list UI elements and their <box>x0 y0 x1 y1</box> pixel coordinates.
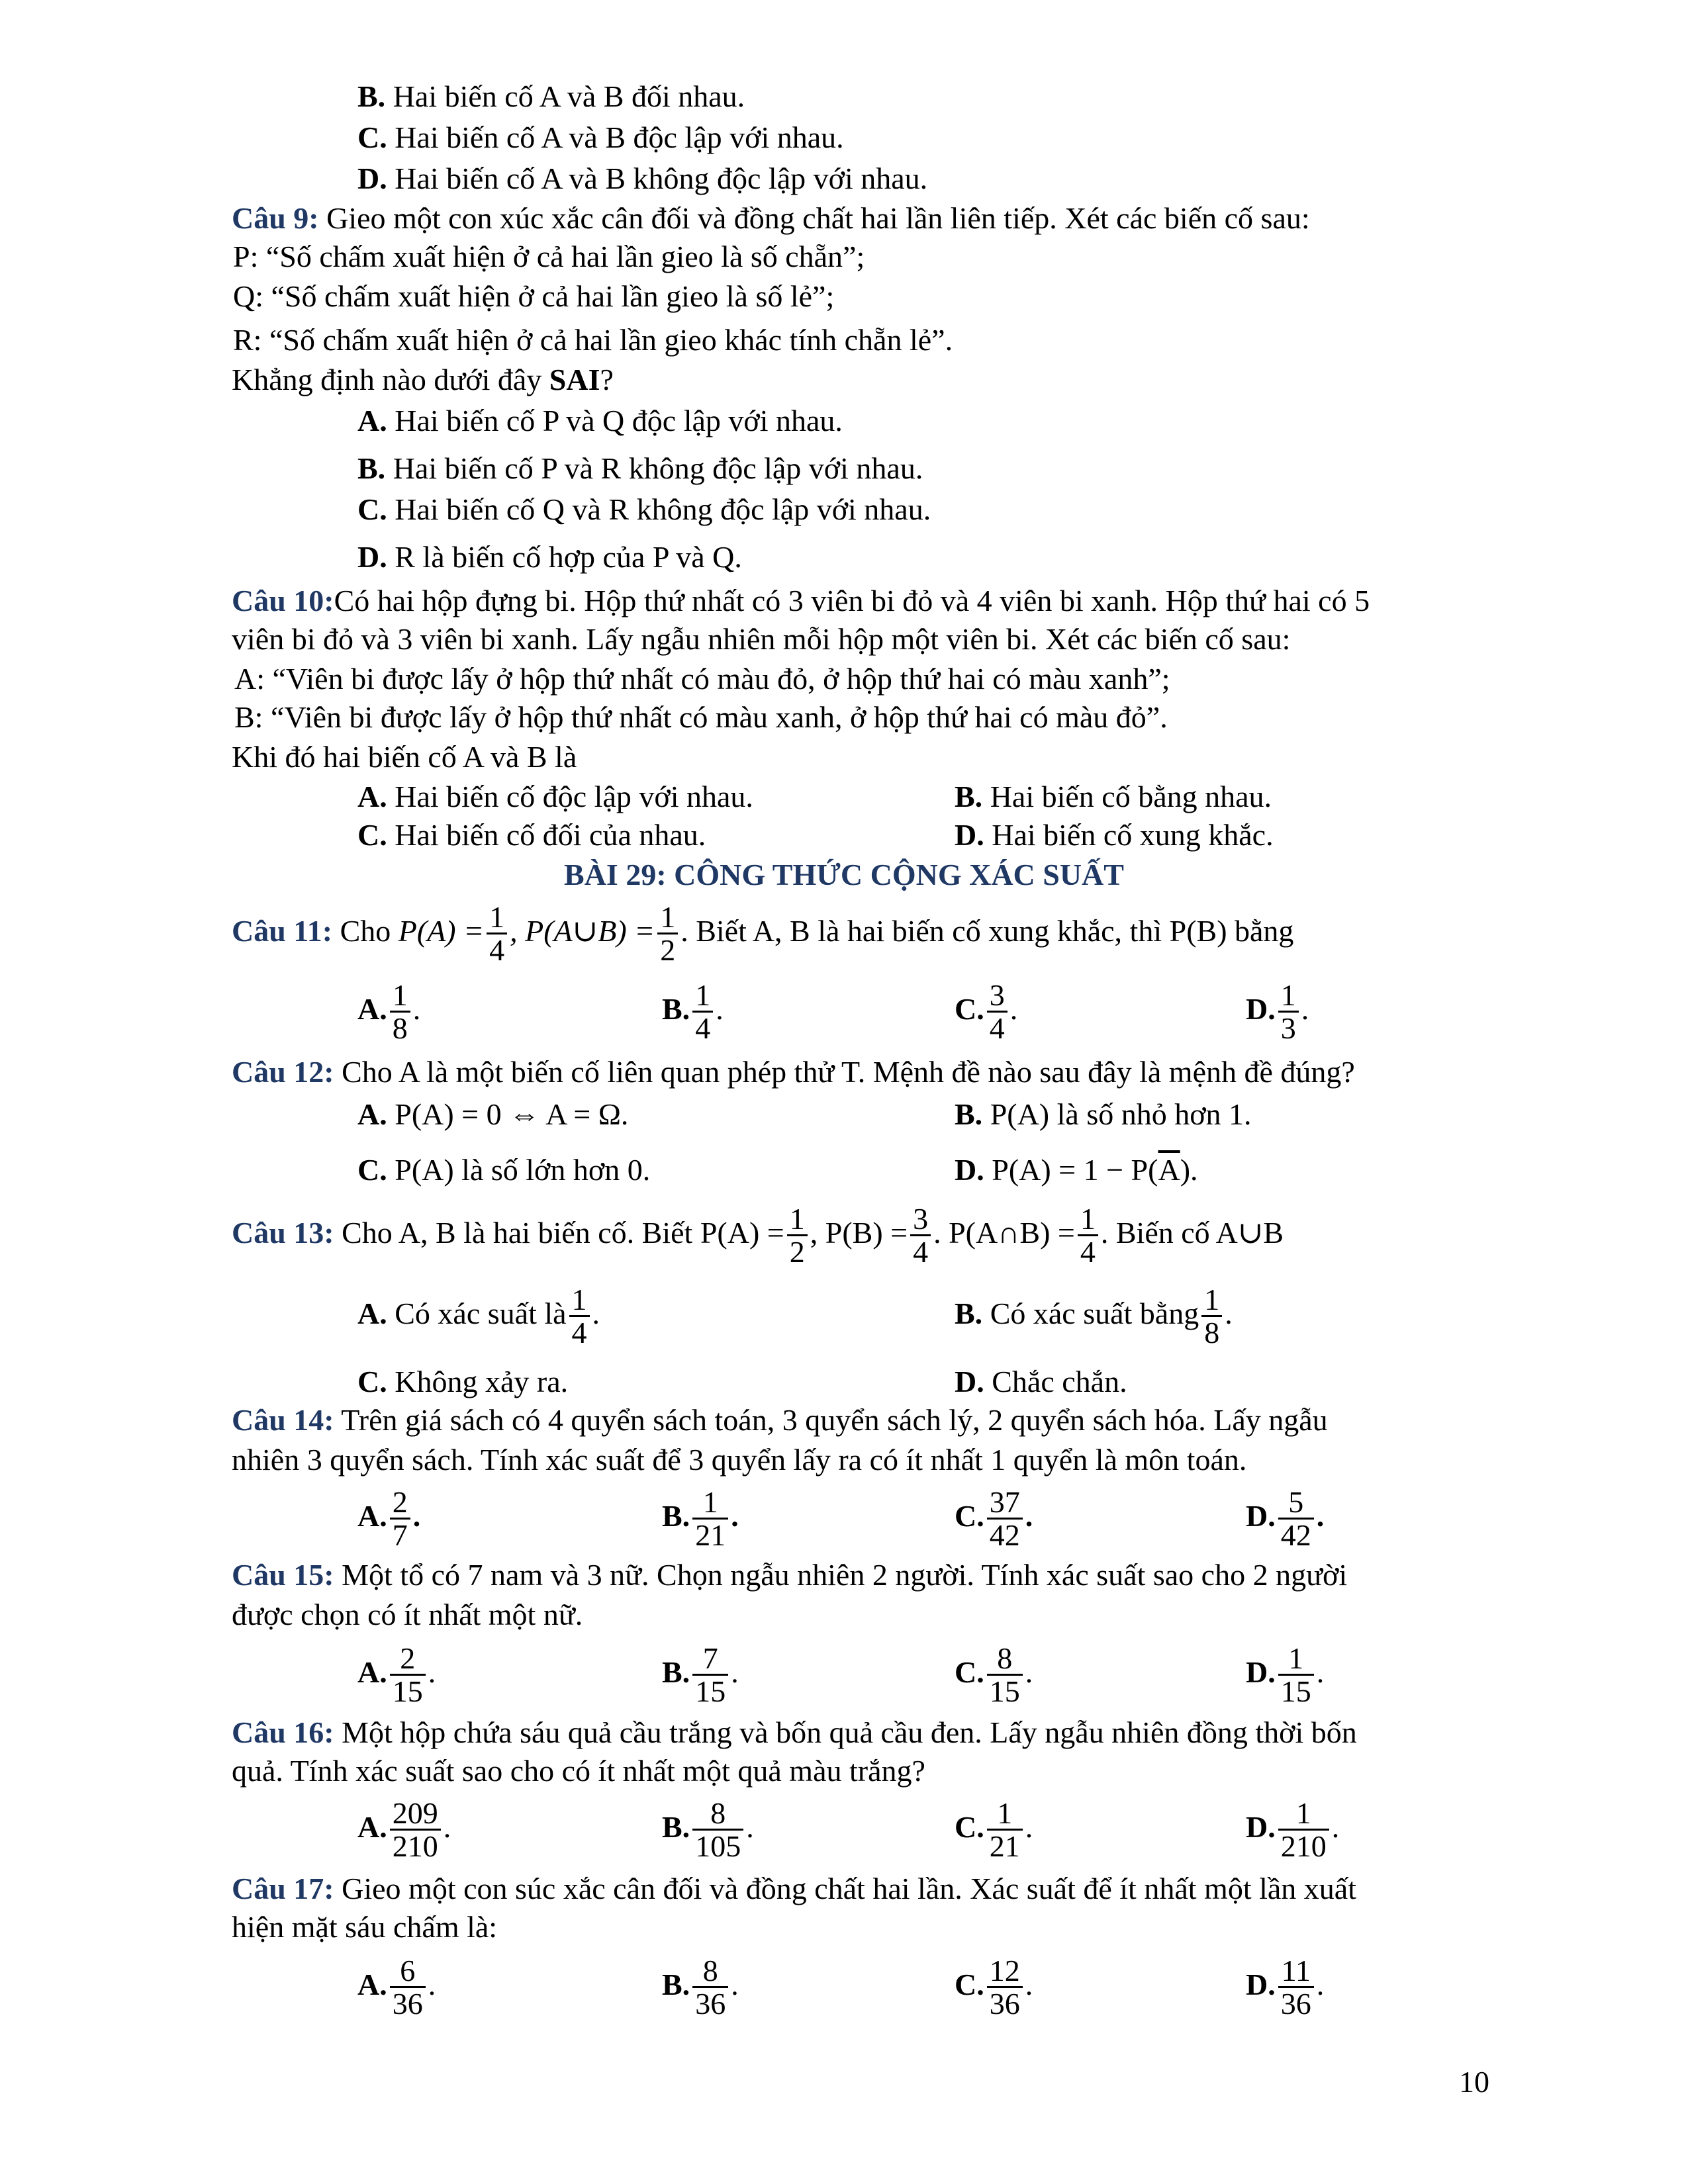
option-label: C. <box>357 120 387 154</box>
denominator: 42 <box>1280 1518 1311 1552</box>
numerator: 3 <box>987 980 1008 1013</box>
ask-punct: ? <box>600 363 614 396</box>
q12-option-b <box>955 1096 1252 1133</box>
fraction <box>487 899 507 967</box>
option-label: C. <box>955 1968 984 2001</box>
q10-stem-line1 <box>232 582 1370 619</box>
q14-stem-line2: nhiên 3 quyển sách. Tính xác suất để 3 quyển lấy ra có ít nhất 1 quyển là môn toán. <box>232 1443 1247 1477</box>
q17-stem-line2: hiện mặt sáu chấm là: <box>232 1910 498 1944</box>
option-label: D. <box>955 1365 984 1398</box>
fraction <box>390 1643 426 1707</box>
q9-ask <box>232 361 614 398</box>
q15-stem-line2: được chọn có ít nhất một nữ. <box>232 1598 583 1631</box>
denominator: 15 <box>989 1674 1020 1708</box>
fraction <box>390 1953 426 2021</box>
fraction <box>1078 1201 1098 1269</box>
numerator: 8 <box>987 1643 1023 1676</box>
numerator: 1 <box>692 980 713 1013</box>
numerator: 1 <box>987 1798 1023 1831</box>
numerator: 8 <box>692 1798 743 1831</box>
q10-option-d <box>955 817 1274 854</box>
option-label: D. <box>955 1153 984 1187</box>
numerator: 12 <box>987 1956 1023 1988</box>
q17-option-a: A. $\frac{6}{36}$ . <box>357 1953 436 2021</box>
denominator: 4 <box>989 1011 1005 1045</box>
fraction <box>692 1643 728 1707</box>
numerator: 1 <box>569 1285 590 1317</box>
question-text: Cho <box>340 914 399 948</box>
question-text: . Biết A, B là hai biến cố xung khắc, thì P(B) bằng <box>680 914 1294 948</box>
fraction <box>1278 1953 1314 2021</box>
q9-event-r: R: “Số chấm xuất hiện ở cả hai lần gieo khác tính chẵn lẻ”. <box>233 323 953 357</box>
q11-option-c: C. $\frac{3}{4}$ . <box>955 978 1018 1045</box>
question-text: . P(A∩B) = <box>933 1216 1075 1250</box>
option-label: D. <box>1246 992 1276 1026</box>
option-label: A. <box>357 404 387 437</box>
numerator: 1 <box>657 902 678 934</box>
q13-option-a: A. Có xác suất là $\frac{1}{4}$ . <box>357 1282 600 1349</box>
fraction <box>787 1201 808 1269</box>
option-label: A. <box>357 1499 387 1533</box>
option-label: D. <box>1246 1655 1276 1689</box>
option-text: P(A) là số nhỏ hơn 1. <box>990 1097 1252 1131</box>
denominator: 105 <box>695 1829 741 1863</box>
option-text: Hai biến cố đối của nhau. <box>395 818 706 852</box>
option-label: A. <box>357 992 387 1026</box>
option-label: A. <box>357 1655 387 1689</box>
option-text: Không xảy ra. <box>395 1365 569 1398</box>
denominator: 4 <box>1080 1234 1096 1269</box>
q17-option-d: D. $\frac{11}{36}$ . <box>1246 1953 1325 2021</box>
option-label: B. <box>955 780 983 813</box>
question-label: Câu 10: <box>232 584 334 617</box>
q15-stem-line1 <box>232 1557 1347 1594</box>
q13-option-d <box>955 1363 1127 1400</box>
option-text: Có xác suất bằng <box>990 1297 1199 1330</box>
q10-option-a <box>357 778 753 815</box>
fraction <box>569 1282 590 1349</box>
fraction <box>657 899 678 967</box>
q13-stem <box>232 1197 1284 1269</box>
q9-option-c <box>357 491 931 528</box>
q14-stem-line1 <box>232 1402 1328 1439</box>
question-label: Câu 9: <box>232 201 319 235</box>
denominator: 8 <box>392 1011 408 1045</box>
q10-stem-line2: viên bi đỏ và 3 viên bi xanh. Lấy ngẫu nhiên mỗi hộp một viên bi. Xét các biến cố sau: <box>232 622 1291 656</box>
fraction <box>1278 980 1299 1044</box>
option-label: A. <box>357 780 387 813</box>
question-label: Câu 17: <box>232 1872 334 1905</box>
ask-text: Khẳng định nào dưới đây <box>232 363 549 396</box>
question-label: Câu 14: <box>232 1403 334 1437</box>
q9-option-b <box>357 450 923 487</box>
q17-option-b: B. $\frac{8}{36}$ . <box>662 1953 739 2021</box>
q9-event-p: P: “Số chấm xuất hiện ở cả hai lần gieo là số chẵn”; <box>233 240 865 273</box>
prob-union: , P(A∪B) = <box>510 914 655 948</box>
q8-option-b <box>357 78 745 115</box>
q16-option-d: D. $\frac{1}{210}$ . <box>1246 1796 1340 1863</box>
question-label: Câu 12: <box>232 1055 334 1089</box>
q9-stem <box>232 200 1310 237</box>
fraction <box>692 980 713 1044</box>
fraction <box>1201 1282 1222 1349</box>
denominator: 36 <box>392 1986 423 2021</box>
option-text: Hai biến cố A và B không độc lập với nhau. <box>395 161 928 195</box>
option-label: A. <box>357 1097 387 1131</box>
section-title: BÀI 29: CÔNG THỨC CỘNG XÁC SUẤT <box>564 858 1124 891</box>
q12-option-a <box>357 1096 628 1133</box>
q13-option-b: B. Có xác suất bằng $\frac{1}{8}$ . <box>955 1282 1233 1349</box>
question-text: Trên giá sách có 4 quyển sách toán, 3 quyển sách lý, 2 quyển sách hóa. Lấy ngẫu <box>341 1403 1328 1437</box>
denominator: 4 <box>913 1234 929 1269</box>
denominator: 15 <box>695 1674 726 1708</box>
fraction <box>987 980 1008 1044</box>
question-text: Một hộp chứa sáu quả cầu trắng và bốn quả cầu đen. Lấy ngẫu nhiên đồng thời bốn <box>342 1715 1357 1749</box>
option-label: D. <box>955 818 984 852</box>
option-label: B. <box>662 1655 690 1689</box>
q8-option-c <box>357 119 844 156</box>
q11-option-a: A. $\frac{1}{8}$ . <box>357 978 421 1045</box>
denominator: 3 <box>1280 1011 1296 1045</box>
fraction <box>987 1953 1023 2021</box>
option-text: Có xác suất là <box>395 1297 567 1330</box>
option-label: B. <box>955 1297 983 1330</box>
denominator: 42 <box>989 1518 1020 1552</box>
option-text: Hai biến cố P và Q độc lập với nhau. <box>395 404 843 437</box>
denominator: 2 <box>789 1234 805 1269</box>
option-label: C. <box>357 1365 387 1398</box>
option-text: Chắc chắn. <box>992 1365 1127 1398</box>
fraction <box>910 1201 931 1269</box>
question-text: , P(B) = <box>810 1216 908 1250</box>
denominator: 4 <box>571 1315 587 1349</box>
option-label: D. <box>357 540 387 574</box>
denominator: 4 <box>489 933 505 967</box>
q17-option-c: C. $\frac{12}{36}$ . <box>955 1953 1033 2021</box>
q9-event-q: Q: “Số chấm xuất hiện ở cả hai lần gieo là số lẻ”; <box>233 279 835 313</box>
fraction <box>1278 1643 1314 1707</box>
numerator: 1 <box>1278 1798 1329 1831</box>
option-text: Hai biến cố xung khắc. <box>992 818 1274 852</box>
option-label: C. <box>955 1655 984 1689</box>
option-label: B. <box>662 1810 690 1844</box>
numerator: 1 <box>1278 980 1299 1013</box>
option-label: B. <box>357 451 386 485</box>
fraction <box>987 1798 1023 1862</box>
option-label: B. <box>662 1499 690 1533</box>
option-label: B. <box>955 1097 983 1131</box>
numerator: 2 <box>390 1643 426 1676</box>
numerator: 7 <box>692 1643 728 1676</box>
option-label: D. <box>1246 1968 1276 2001</box>
option-label: C. <box>357 818 387 852</box>
q14-option-b: B. $\frac{1}{21}$ . <box>662 1484 739 1552</box>
fraction <box>692 1798 743 1862</box>
q14-option-d: D. $\frac{5}{42}$ . <box>1246 1484 1325 1552</box>
fraction <box>390 980 410 1044</box>
question-text: Gieo một con xúc xắc cân đối và đồng chất hai lần liên tiếp. Xét các biến cố sau: <box>326 201 1310 235</box>
fraction <box>987 1484 1023 1552</box>
q15-option-b: B. $\frac{7}{15}$ . <box>662 1641 739 1708</box>
q8-option-d <box>357 160 927 197</box>
option-text: P(A) = 1 − P( <box>992 1153 1158 1187</box>
denominator: 15 <box>1280 1674 1311 1708</box>
denominator: 4 <box>695 1011 711 1045</box>
q12-option-d <box>955 1152 1198 1189</box>
denominator: 21 <box>989 1829 1020 1863</box>
q15-option-c: C. $\frac{8}{15}$ . <box>955 1641 1033 1708</box>
fraction <box>390 1798 441 1862</box>
denominator: 36 <box>695 1986 726 2021</box>
option-text: P(A) là số lớn hơn 0. <box>395 1153 651 1187</box>
q10-option-c <box>357 817 706 854</box>
question-text: Gieo một con súc xắc cân đối và đồng chất hai lần. Xác suất để ít nhất một lần xuất <box>342 1872 1356 1905</box>
option-text: Hai biến cố độc lập với nhau. <box>395 780 753 813</box>
fraction <box>1278 1798 1329 1862</box>
q9-option-d <box>357 539 742 576</box>
numerator: 1 <box>487 902 507 934</box>
numerator: 37 <box>987 1487 1023 1520</box>
denominator: 8 <box>1204 1315 1220 1349</box>
option-text: Hai biến cố P và R không độc lập với nhau. <box>393 451 923 485</box>
option-label: D. <box>1246 1810 1276 1844</box>
denominator: 210 <box>1280 1829 1327 1863</box>
question-text: Cho A là một biến cố liên quan phép thử T. Mệnh đề nào sau đây là mệnh đề đúng? <box>342 1055 1355 1089</box>
q14-option-c: C. $\frac{37}{42}$ . <box>955 1484 1033 1552</box>
option-label: B. <box>662 992 690 1026</box>
question-text: Cho A, B là hai biến cố. Biết P(A) = <box>342 1216 784 1250</box>
option-text: ). <box>1180 1153 1198 1187</box>
numerator: 1 <box>1078 1204 1098 1236</box>
q9-option-a <box>357 402 843 439</box>
option-label: C. <box>955 1499 984 1533</box>
page-number: 10 <box>1459 2065 1489 2099</box>
denominator: 36 <box>1280 1986 1311 2021</box>
question-label: Câu 13: <box>232 1216 334 1250</box>
option-text: P(A) = 0 ⇔ A = Ω. <box>395 1097 629 1131</box>
numerator: 1 <box>1201 1285 1222 1317</box>
fraction <box>692 1484 728 1552</box>
ask-emphasis: SAI <box>549 363 600 396</box>
numerator: 1 <box>787 1204 808 1236</box>
q15-option-d: D. $\frac{1}{15}$ . <box>1246 1641 1325 1708</box>
denominator: 15 <box>392 1674 423 1708</box>
q16-stem-line1 <box>232 1714 1357 1751</box>
numerator: 3 <box>910 1204 931 1236</box>
fraction <box>692 1953 728 2021</box>
option-label: A. <box>357 1810 387 1844</box>
question-text: . Biến cố A∪B <box>1100 1216 1284 1250</box>
q13-option-c <box>357 1363 568 1400</box>
fraction <box>390 1484 410 1552</box>
option-text: Hai biến cố A và B độc lập với nhau. <box>395 120 844 154</box>
q16-option-a: A. $\frac{209}{210}$ . <box>357 1796 451 1863</box>
numerator: 6 <box>390 1956 426 1988</box>
q11-option-d: D. $\frac{1}{3}$ . <box>1246 978 1309 1045</box>
prob-a: P(A) = <box>398 914 485 948</box>
option-text: Hai biến cố Q và R không độc lập với nhau. <box>395 492 931 526</box>
q10-event-b: B: “Viên bi được lấy ở hộp thứ nhất có màu xanh, ở hộp thứ hai có màu đỏ”. <box>234 700 1168 734</box>
q12-stem <box>232 1054 1355 1091</box>
option-label: C. <box>357 492 387 526</box>
option-label: B. <box>662 1968 690 2001</box>
question-label: Câu 16: <box>232 1715 334 1749</box>
q10-option-b <box>955 778 1272 815</box>
complement-a: $\overline{A}$ <box>1158 1153 1180 1187</box>
fraction <box>987 1643 1023 1707</box>
question-text: Có hai hộp đựng bi. Hộp thứ nhất có 3 viên bi đỏ và 4 viên bi xanh. Hộp thứ hai có 5 <box>334 584 1370 617</box>
fraction <box>1278 1484 1314 1552</box>
q17-stem-line1 <box>232 1870 1356 1907</box>
numerator: 2 <box>390 1487 410 1520</box>
q16-option-b: B. $\frac{8}{105}$ . <box>662 1796 754 1863</box>
q14-option-a: A. $\frac{2}{7}$ . <box>357 1484 421 1552</box>
option-label: D. <box>1246 1499 1276 1533</box>
option-text: Hai biến cố A và B đối nhau. <box>393 79 745 113</box>
q11-option-b: B. $\frac{1}{4}$ . <box>662 978 724 1045</box>
numerator: 8 <box>692 1956 728 1988</box>
question-label: Câu 15: <box>232 1558 334 1592</box>
option-text: R là biến cố hợp của P và Q. <box>395 540 742 574</box>
option-label: A. <box>357 1297 387 1330</box>
denominator: 2 <box>660 933 676 967</box>
numerator: 209 <box>390 1798 441 1831</box>
option-label: C. <box>955 992 984 1026</box>
numerator: 1 <box>390 980 410 1013</box>
option-label: B. <box>357 79 386 113</box>
denominator: 210 <box>392 1829 438 1863</box>
q16-option-c: C. $\frac{1}{21}$ . <box>955 1796 1033 1863</box>
option-text: Hai biến cố bằng nhau. <box>990 780 1272 813</box>
q16-stem-line2: quả. Tính xác suất sao cho có ít nhất một quả màu trắng? <box>232 1754 925 1788</box>
denominator: 36 <box>989 1986 1020 2021</box>
denominator: 21 <box>695 1518 726 1552</box>
option-label: C. <box>357 1153 387 1187</box>
question-text: Một tổ có 7 nam và 3 nữ. Chọn ngẫu nhiên 2 người. Tính xác suất sao cho 2 người <box>342 1558 1348 1592</box>
numerator: 5 <box>1278 1487 1314 1520</box>
q15-option-a: A. $\frac{2}{15}$ . <box>357 1641 436 1708</box>
option-label: A. <box>357 1968 387 2001</box>
numerator: 1 <box>692 1487 728 1520</box>
numerator: 1 <box>1278 1643 1314 1676</box>
denominator: 7 <box>392 1518 408 1552</box>
q10-ask: Khi đó hai biến cố A và B là <box>232 740 577 774</box>
q10-event-a: A: “Viên bi được lấy ở hộp thứ nhất có màu đỏ, ở hộp thứ hai có màu xanh”; <box>234 662 1170 696</box>
option-label: C. <box>955 1810 984 1844</box>
q11-stem <box>232 895 1293 968</box>
question-label: Câu 11: <box>232 914 333 948</box>
numerator: 11 <box>1278 1956 1314 1988</box>
option-label: D. <box>357 161 387 195</box>
q12-option-c <box>357 1152 650 1189</box>
